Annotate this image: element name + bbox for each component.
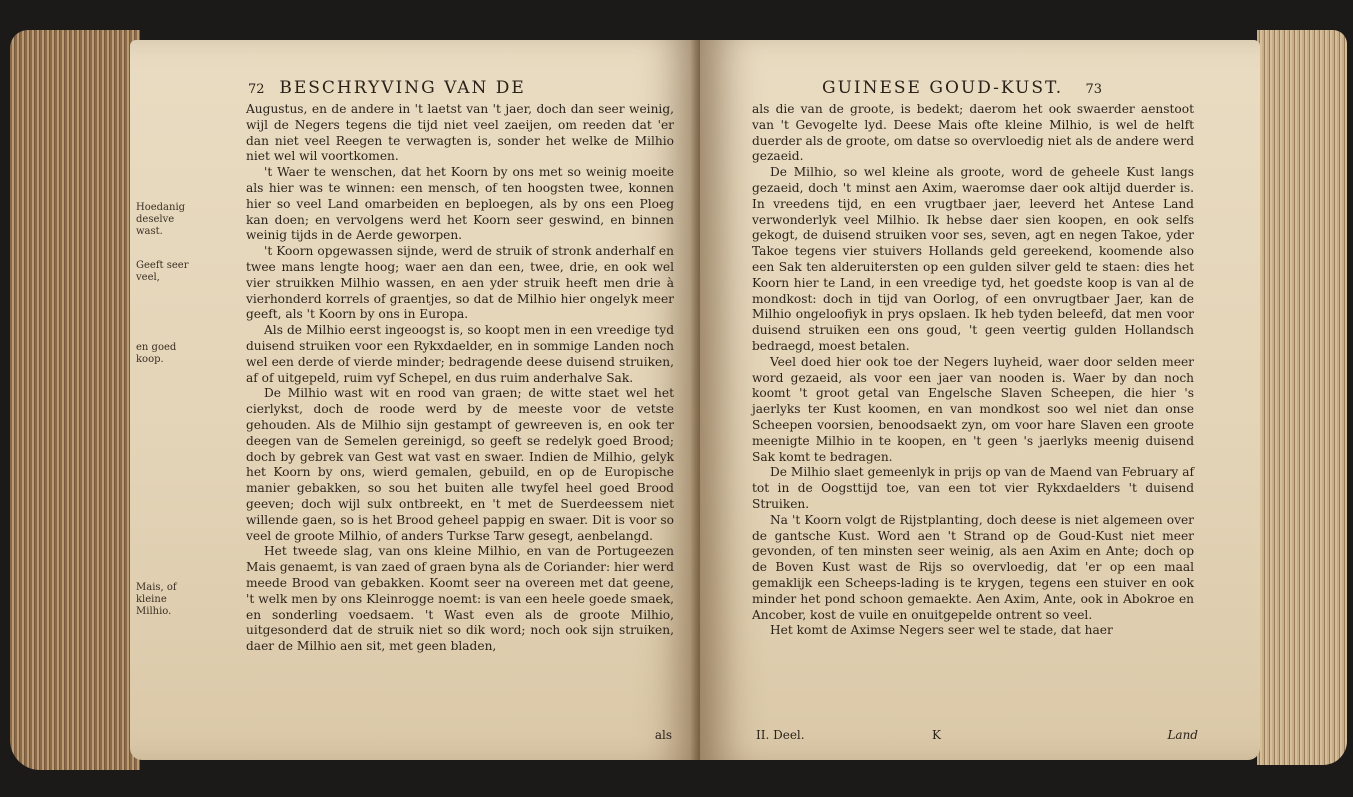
left-page-edges (10, 30, 140, 770)
margin-note: Geeft seer veel, (136, 260, 189, 283)
paragraph: Na 't Koorn volgt de Rijstplanting, doch deese is niet algemeen over de gantsche Kust. Word aen 't Strand op de Goud-Kust niet meer gevonden, of ten minsten seer weinig, als aen Axim en Ante; doch op de Boven Kust wast de Rijs so overvloedig, dat 'er op een maal gemaklijk een Scheeps-lading is te krygen, tegens een stuiver en ook minder het pond schoon gemaekte. Aen Axim, Ante, ook in Abokroe en Ancober, kost de vuile en onuitgepelde ontrent so veel. (752, 512, 1194, 622)
right-page-edges (1257, 30, 1347, 765)
paragraph: Het komt de Aximse Negers seer wel te stade, dat haer (770, 623, 1113, 638)
left-page-number: 72 (248, 82, 265, 97)
paragraph: De Milhio slaet gemeenlyk in prijs op van de Maend van February af tot in de Oogsttijd toe, van een tot vier Rykxdaelders 't duisend Struiken. (752, 465, 1194, 511)
right-catchword: Land (1167, 728, 1198, 742)
paragraph: Als de Milhio eerst ingeoogst is, so koopt men in een vreedige tyd duisend struiken voor een Rykxdaelder, en in sommige Landen noch wel een derde of vierde minder; bedragende deese duisend struiken, af of uitgepeld, ruim vyf Schepel, en dus ruim anderhalve Sak. (246, 323, 674, 385)
paragraph: De Milhio wast wit en rood van graen; de witte staet wel het cierlykst, doch de roode werd by de meeste voor de vetste gehouden. Als de Milhio sijn gestampt of gewreeven is, en ook ter deegen van de Semelen gereinigd, so geeft se redelyk goed Brood; doch by gebrek van Gest wat vast en swaer. Indien de Milhio, gelyk het Koorn by ons, wierd gemalen, gebuild, en op de Europische manier gebakken, so sou het buiten alle twyfel heel goed Brood geeven; doch wijl sulx ontbreekt, en 't met de Suerdeessem niet willende gaen, so is het Brood geheel pappig en swaer. Dit is voor so veel de groote Milhio, of anders Turkse Tarw gesegt, aenbelangd. (246, 386, 674, 543)
paragraph: Augustus, en de andere in 't laetst van 't jaer, doch dan seer weinig, wijl de Negers tegens die tijd niet veel zaeijen, om reeden dat 'er dan niet veel Reegen te verwagten is, sonder het welke de Milhio niet wel wil voortkomen. (246, 102, 674, 164)
margin-note: Mais, of kleine Milhio. (136, 582, 177, 617)
margin-note: en goed koop. (136, 342, 177, 365)
right-running-head (822, 78, 1102, 98)
left-catchword: als (654, 728, 672, 742)
left-body (246, 102, 674, 655)
paragraph: 't Koorn opgewassen sijnde, werd de struik of stronk anderhalf en twee mans lengte hoog; waer aen dan een, twee, drie, en ook wel vier struikken Milhio wassen, en aen yder struik heeft men drie à vierhonderd korrels of graentjes, so dat de Milhio hier ongelyk meer geeft, als 't Koorn by ons in Europa. (246, 244, 674, 322)
right-head-title: GUINESE GOUD-KUST. (822, 78, 1064, 98)
volume-footer: II. Deel. (756, 728, 805, 742)
paragraph: 't Waer te wenschen, dat het Koorn by ons met so weinig moeite als hier was te winnen: een mensch, of ten hoogsten twee, konnen hier so veel Land omarbeiden en beploegen, als by ons een Ploeg kan doen; en vervolgens werd het Koorn seer geswind, en binnen weinig tijds in de Aerde geworpen. (246, 165, 674, 243)
right-page (700, 40, 1260, 760)
left-head-title: BESCHRYVING VAN DE (279, 78, 526, 98)
paragraph: Veel doed hier ook toe der Negers luyheid, waer door selden meer word gezaeid, als voor een jaer van nooden is. Waer by dan noch koomt 't groot getal van Engelsche Slaven Scheepen, die hier 's jaerlyks ter Kust koomen, en van mondkost soo wel niet dan onse Scheepen voorsien, benoodsaekt zyn, om voor hare Slaven een groote meenigte Milhio in te koopen, en 't geen 's jaerlyks meenig duisend Sak komt te bedragen. (752, 354, 1194, 464)
right-page-number: 73 (1085, 82, 1102, 97)
paragraph: als die van de groote, is bedekt; daerom het ook swaerder aenstoot van 't Gevogelte lyd. Deese Mais ofte kleine Milhio, is wel de helft duerder als de groote, om datse so overvloedig niet als de andere werd gezaeid. (752, 102, 1194, 164)
left-running-head (248, 78, 526, 98)
right-body (752, 102, 1194, 639)
signature-mark: K (932, 728, 941, 742)
paragraph: Het tweede slag, van ons kleine Milhio, en van de Portugeezen Mais genaemt, is van zaed of graen byna als de Coriander: hier werd meede Brood van gebakken. Koomt seer na overeen met dat geene, 't welk men by ons Kleinrogge noemt: is van een heele goede smaek, en sonderling voedsaem. 't Wast even als de groote Milhio, uitgesonderd dat de struik niet so dik word; noch ook sijn struiken, daer de Milhio aen sit, met geen bladen, (246, 544, 674, 654)
paragraph: De Milhio, so wel kleine als groote, word de geheele Kust langs gezaeid, doch 't minst aen Axim, waeromse daer ook altijd duerder is. In vreedens tijd, en een vrugtbaer jaer, leeverd het Antese Land verwonderlyk veel Milhio. Ik hebse daer sien koopen, en ook selfs gekogt, de duisend struiken voor ses, seven, agt en negen Takoe, yder Takoe tegens vier stuivers Hollands geld gereekend, koomende also een Sak ten alderuitersten op een gulden silver geld te staen: dies het Koorn hier te Land, in een vreedige tyd, het goedste koop is van al de mondkost: doch in tijd van Oorlog, of een onvrugtbaer Jaer, kan de Milhio ongeloofiyk in prys opslaen. Ik heb tyden beleefd, dat men voor duisend struiken een ons goud, 't geen veertig gulden Hollandsch bedraegd, moest betalen. (752, 165, 1194, 353)
margin-note: Hoedanig deselve wast. (136, 202, 186, 237)
left-page (130, 40, 700, 760)
